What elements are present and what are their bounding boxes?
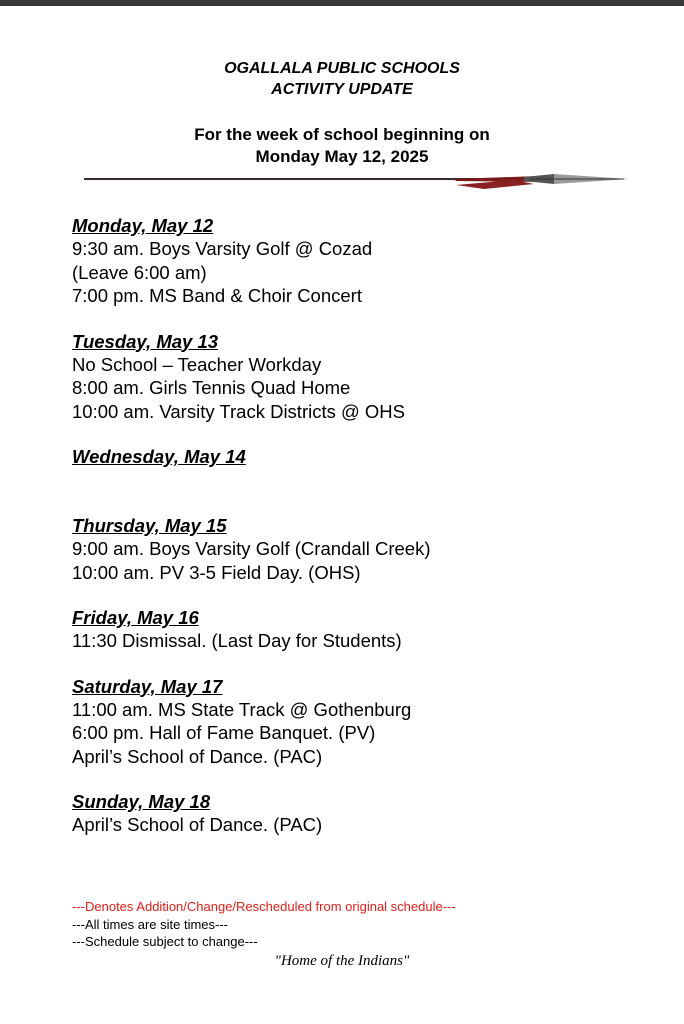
event-item: 7:00 pm. MS Band & Choir Concert xyxy=(72,285,362,306)
top-bar xyxy=(0,0,684,6)
event-item: April’s School of Dance. (PAC) xyxy=(72,814,323,835)
day-title: Tuesday, May 13 xyxy=(72,330,219,352)
school-name: OGALLALA PUBLIC SCHOOLS xyxy=(224,60,460,77)
event-item: 6:00 pm. Hall of Fame Banquet. (PV) xyxy=(72,722,376,743)
event-item: No School – Teacher Workday xyxy=(72,353,322,375)
event-item: April’s School of Dance. (PAC) xyxy=(72,745,323,767)
day-title: Friday, May 16 xyxy=(72,607,199,628)
day-thursday xyxy=(72,514,672,584)
document-title xyxy=(0,58,684,100)
event-item: 10:00 am. Varsity Track Districts @ OHS xyxy=(72,400,406,422)
event-item: 10:00 am. PV 3-5 Field Day. (OHS) xyxy=(72,561,361,583)
schedule-notes xyxy=(72,898,456,951)
day-title: Thursday, May 15 xyxy=(72,515,227,536)
event-item: 9:00 am. Boys Varsity Golf (Crandall Creek) xyxy=(72,538,431,559)
week-line-1: For the week of school beginning on xyxy=(194,125,490,144)
event-item: 11:30 Dismissal. (Last Day for Students) xyxy=(72,630,402,651)
event-item: 11:00 am. MS State Track @ Gothenburg xyxy=(72,698,412,720)
school-motto: "Home of the Indians" xyxy=(274,953,410,969)
day-title: Saturday, May 17 xyxy=(72,675,223,697)
spear-divider-icon xyxy=(84,170,629,194)
event-item: (Leave 6:00 am) xyxy=(72,261,207,283)
weekly-schedule xyxy=(72,214,672,859)
day-wednesday xyxy=(72,445,672,468)
day-title: Monday, May 12 xyxy=(72,215,214,236)
day-sunday xyxy=(72,790,672,837)
event-item: 8:00 am. Girls Tennis Quad Home xyxy=(72,377,351,398)
day-monday xyxy=(72,214,672,308)
change-legend-note: ---Denotes Addition/Change/Rescheduled from original schedule--- xyxy=(72,899,456,914)
day-tuesday xyxy=(72,330,672,424)
day-title: Wednesday, May 14 xyxy=(72,446,246,467)
subject-to-change-note: ---Schedule subject to change--- xyxy=(72,934,258,949)
activity-update-title: ACTIVITY UPDATE xyxy=(271,81,413,98)
event-item: 9:30 am. Boys Varsity Golf @ Cozad xyxy=(72,238,373,259)
day-friday xyxy=(72,606,672,653)
day-title: Sunday, May 18 xyxy=(72,791,211,812)
day-saturday xyxy=(72,675,672,769)
site-times-note: ---All times are site times--- xyxy=(72,916,229,932)
week-heading xyxy=(0,124,684,168)
week-line-2: Monday May 12, 2025 xyxy=(255,147,429,166)
